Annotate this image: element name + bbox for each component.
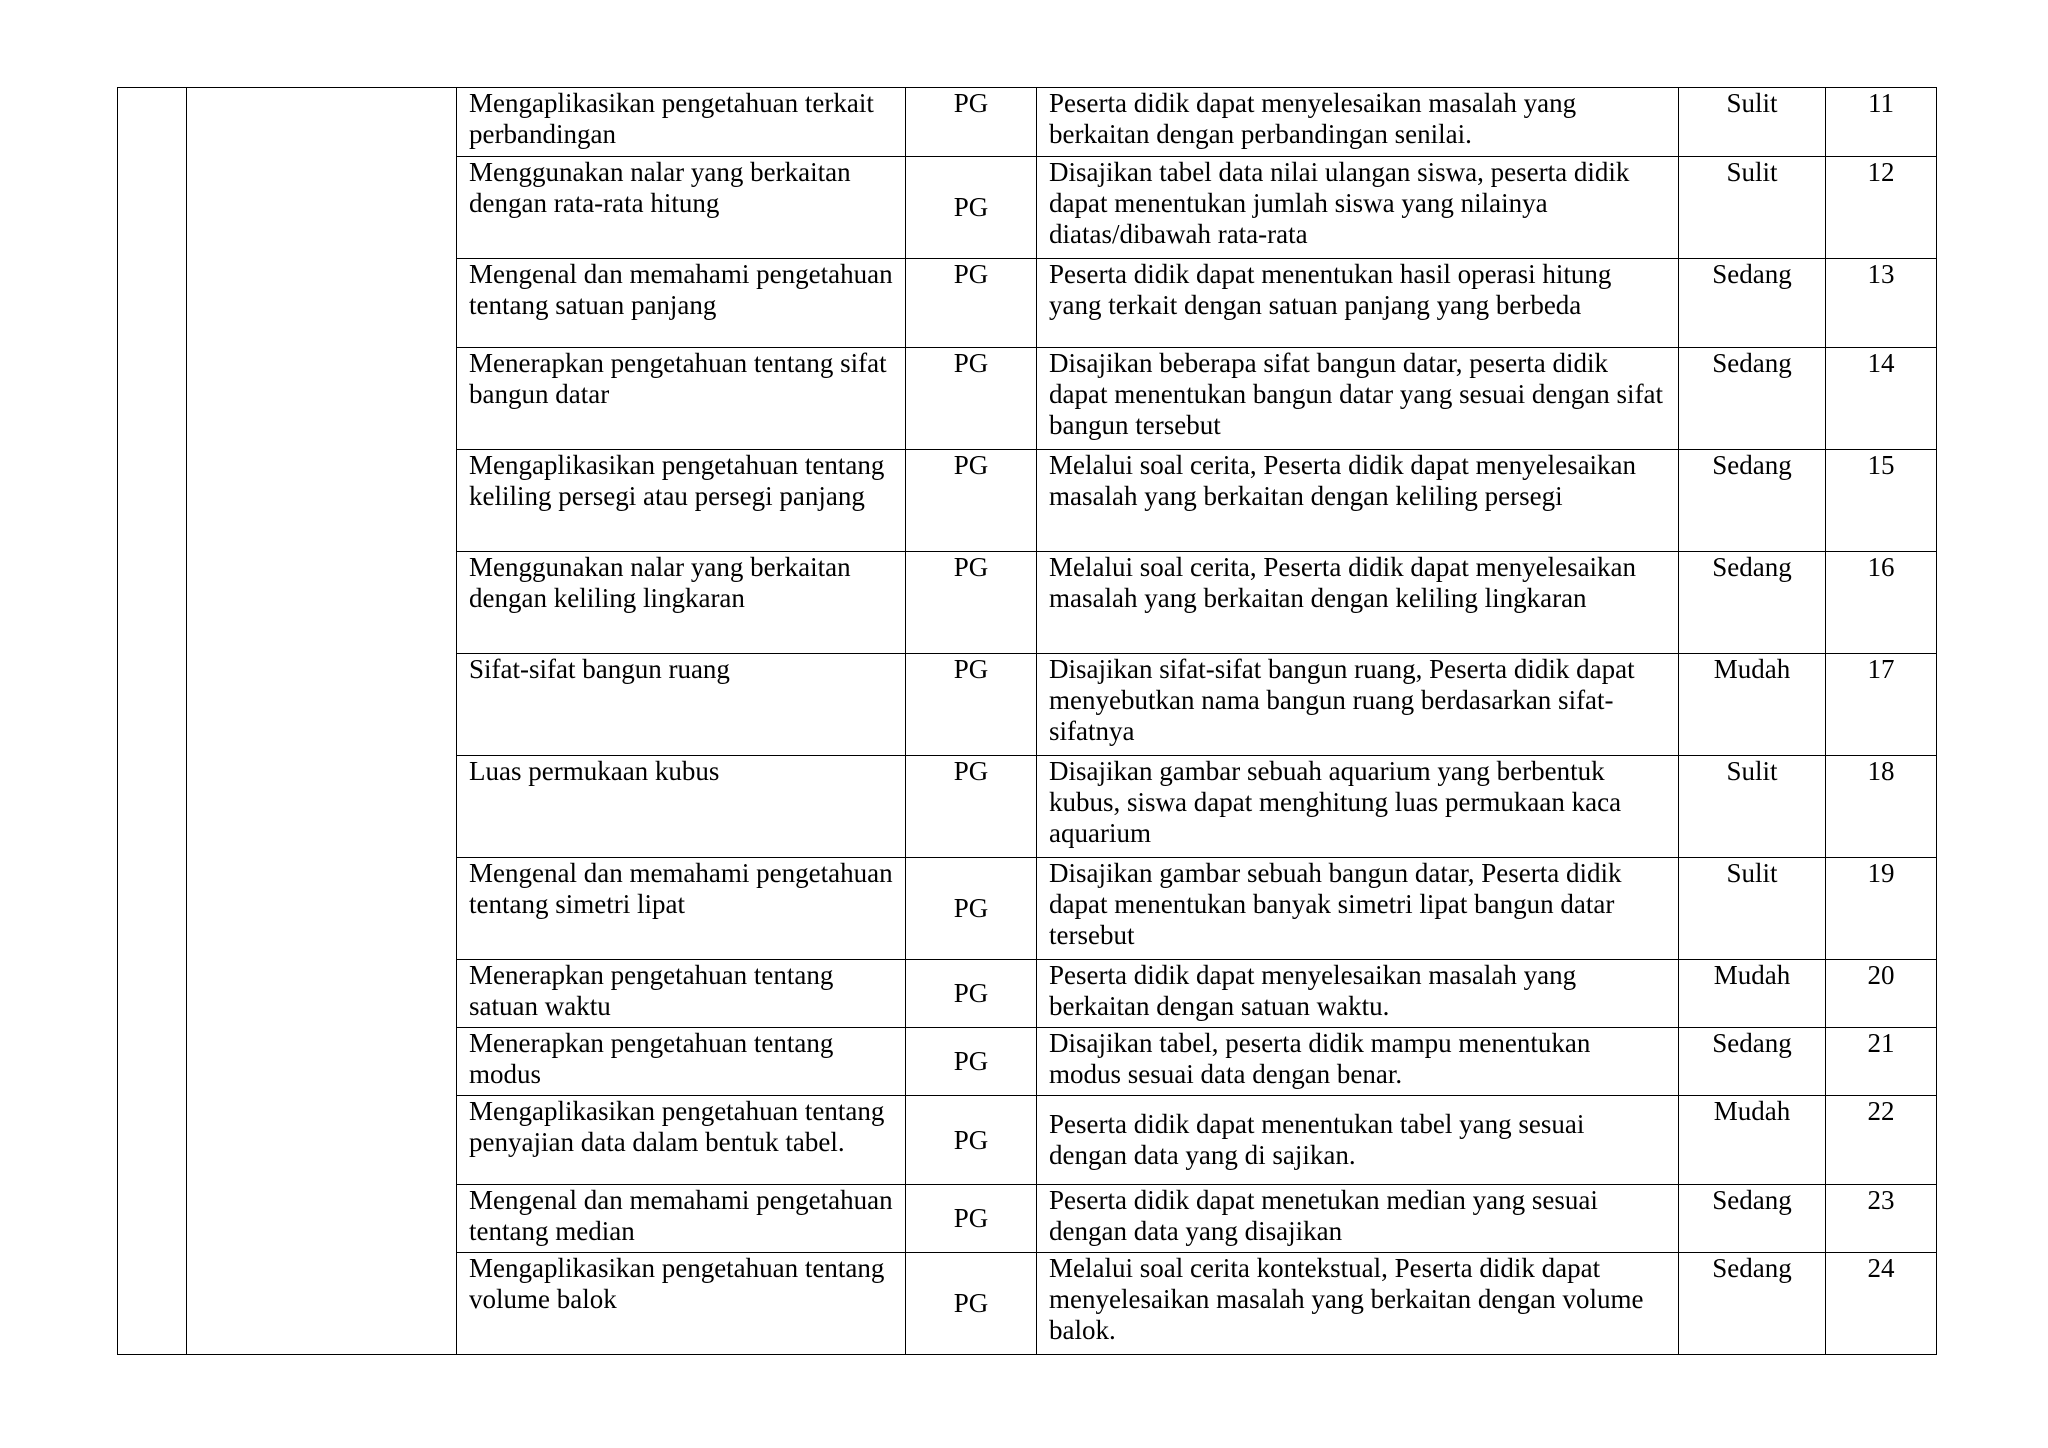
- bentuk-soal-cell: PG: [906, 1028, 1037, 1096]
- materi-cell: Mengaplikasikan pengetahuan tentang penyajian data dalam bentuk tabel.: [457, 1096, 906, 1185]
- bentuk-soal-cell: PG: [906, 960, 1037, 1028]
- kisi-kisi-table: [117, 87, 1937, 1355]
- table-row: [118, 88, 1937, 157]
- nomor-soal-cell: 11: [1826, 88, 1937, 157]
- level-cell: Sulit: [1679, 858, 1826, 960]
- level-cell: Sedang: [1679, 552, 1826, 654]
- indikator-cell: Melalui soal cerita, Peserta didik dapat menyelesaikan masalah yang berkaitan dengan keliling persegi: [1037, 450, 1679, 552]
- indikator-cell: Melalui soal cerita, Peserta didik dapat menyelesaikan masalah yang berkaitan dengan keliling lingkaran: [1037, 552, 1679, 654]
- materi-cell: Mengaplikasikan pengetahuan tentang volume balok: [457, 1253, 906, 1355]
- nomor-soal-cell: 23: [1826, 1185, 1937, 1253]
- materi-cell: Sifat-sifat bangun ruang: [457, 654, 906, 756]
- bentuk-soal-cell: PG: [906, 157, 1037, 259]
- level-cell: Mudah: [1679, 654, 1826, 756]
- level-cell: Sedang: [1679, 348, 1826, 450]
- bentuk-soal-cell: PG: [906, 756, 1037, 858]
- nomor-soal-cell: 14: [1826, 348, 1937, 450]
- nomor-soal-cell: 16: [1826, 552, 1937, 654]
- nomor-soal-cell: 24: [1826, 1253, 1937, 1355]
- bentuk-soal-cell: PG: [906, 858, 1037, 960]
- materi-cell: Menggunakan nalar yang berkaitan dengan keliling lingkaran: [457, 552, 906, 654]
- level-cell: Sedang: [1679, 1253, 1826, 1355]
- level-cell: Sulit: [1679, 157, 1826, 259]
- empty-column-kompetensi: [187, 88, 457, 1355]
- bentuk-soal-cell: PG: [906, 654, 1037, 756]
- indikator-cell: Disajikan tabel data nilai ulangan siswa, peserta didik dapat menentukan jumlah siswa yang nilainya diatas/dibawah rata-rata: [1037, 157, 1679, 259]
- nomor-soal-cell: 15: [1826, 450, 1937, 552]
- nomor-soal-cell: 21: [1826, 1028, 1937, 1096]
- bentuk-soal-cell: PG: [906, 450, 1037, 552]
- level-cell: Sedang: [1679, 1185, 1826, 1253]
- level-cell: Sedang: [1679, 259, 1826, 348]
- empty-column-no: [118, 88, 187, 1355]
- nomor-soal-cell: 12: [1826, 157, 1937, 259]
- materi-cell: Menerapkan pengetahuan tentang sifat bangun datar: [457, 348, 906, 450]
- bentuk-soal-cell: PG: [906, 1253, 1037, 1355]
- materi-cell: Menggunakan nalar yang berkaitan dengan rata-rata hitung: [457, 157, 906, 259]
- materi-cell: Menerapkan pengetahuan tentang satuan waktu: [457, 960, 906, 1028]
- level-cell: Sedang: [1679, 450, 1826, 552]
- nomor-soal-cell: 13: [1826, 259, 1937, 348]
- indikator-cell: Disajikan tabel, peserta didik mampu menentukan modus sesuai data dengan benar.: [1037, 1028, 1679, 1096]
- materi-cell: Mengaplikasikan pengetahuan tentang keliling persegi atau persegi panjang: [457, 450, 906, 552]
- level-cell: Mudah: [1679, 1096, 1826, 1185]
- nomor-soal-cell: 19: [1826, 858, 1937, 960]
- nomor-soal-cell: 17: [1826, 654, 1937, 756]
- indikator-cell: Peserta didik dapat menyelesaikan masalah yang berkaitan dengan perbandingan senilai.: [1037, 88, 1679, 157]
- bentuk-soal-cell: PG: [906, 259, 1037, 348]
- level-cell: Mudah: [1679, 960, 1826, 1028]
- materi-cell: Luas permukaan kubus: [457, 756, 906, 858]
- materi-cell: Mengenal dan memahami pengetahuan tentang simetri lipat: [457, 858, 906, 960]
- bentuk-soal-cell: PG: [906, 348, 1037, 450]
- indikator-cell: Peserta didik dapat menentukan hasil operasi hitung yang terkait dengan satuan panjang yang berbeda: [1037, 259, 1679, 348]
- indikator-cell: Disajikan gambar sebuah bangun datar, Peserta didik dapat menentukan banyak simetri lipat bangun datar tersebut: [1037, 858, 1679, 960]
- level-cell: Sulit: [1679, 88, 1826, 157]
- nomor-soal-cell: 20: [1826, 960, 1937, 1028]
- materi-cell: Mengenal dan memahami pengetahuan tentang median: [457, 1185, 906, 1253]
- materi-cell: Mengaplikasikan pengetahuan terkait perbandingan: [457, 88, 906, 157]
- materi-cell: Menerapkan pengetahuan tentang modus: [457, 1028, 906, 1096]
- level-cell: Sedang: [1679, 1028, 1826, 1096]
- bentuk-soal-cell: PG: [906, 1185, 1037, 1253]
- indikator-cell: Disajikan beberapa sifat bangun datar, peserta didik dapat menentukan bangun datar yang sesuai dengan sifat bangun tersebut: [1037, 348, 1679, 450]
- level-cell: Sulit: [1679, 756, 1826, 858]
- bentuk-soal-cell: PG: [906, 1096, 1037, 1185]
- bentuk-soal-cell: PG: [906, 552, 1037, 654]
- nomor-soal-cell: 18: [1826, 756, 1937, 858]
- indikator-cell: Peserta didik dapat menetukan median yang sesuai dengan data yang disajikan: [1037, 1185, 1679, 1253]
- materi-cell: Mengenal dan memahami pengetahuan tentang satuan panjang: [457, 259, 906, 348]
- indikator-cell: Peserta didik dapat menyelesaikan masalah yang berkaitan dengan satuan waktu.: [1037, 960, 1679, 1028]
- indikator-cell: Disajikan gambar sebuah aquarium yang berbentuk kubus, siswa dapat menghitung luas permukaan kaca aquarium: [1037, 756, 1679, 858]
- nomor-soal-cell: 22: [1826, 1096, 1937, 1185]
- indikator-cell: Disajikan sifat-sifat bangun ruang, Peserta didik dapat menyebutkan nama bangun ruang berdasarkan sifat-sifatnya: [1037, 654, 1679, 756]
- indikator-cell: Melalui soal cerita kontekstual, Peserta didik dapat menyelesaikan masalah yang berkaitan dengan volume balok.: [1037, 1253, 1679, 1355]
- indikator-cell: Peserta didik dapat menentukan tabel yang sesuai dengan data yang di sajikan.: [1037, 1096, 1679, 1185]
- bentuk-soal-cell: PG: [906, 88, 1037, 157]
